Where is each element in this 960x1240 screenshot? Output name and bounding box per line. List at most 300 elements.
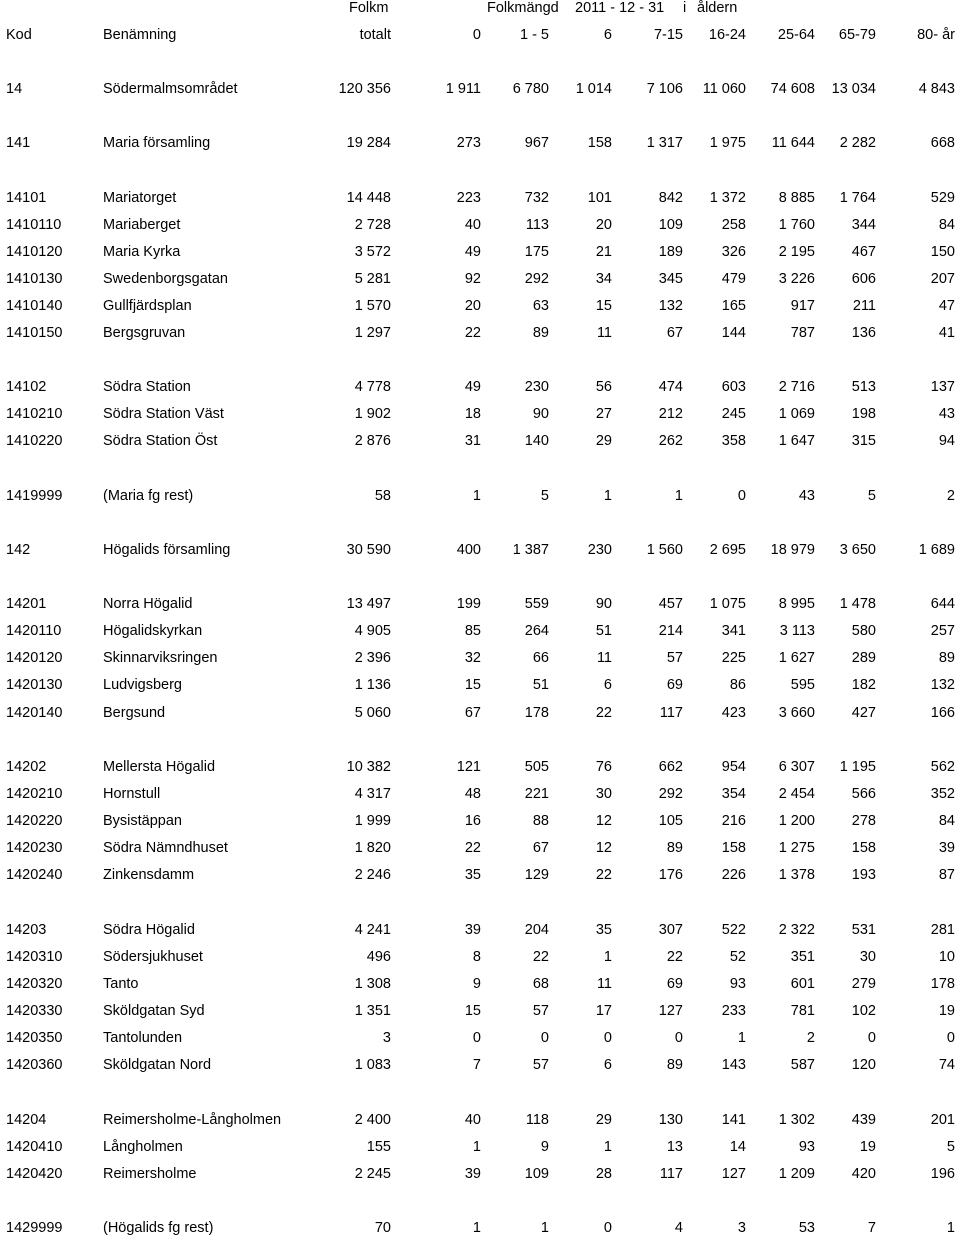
- cell-age-7-15: 132: [658, 298, 683, 314]
- cell-age-65-79: 278: [851, 813, 876, 829]
- cell-age-0: 22: [464, 840, 481, 856]
- cell-kod: 1420330: [6, 1003, 63, 1019]
- cell-age-6: 1 014: [575, 81, 612, 97]
- cell-kod: 1410220: [6, 433, 63, 449]
- header-row-top: [0, 0, 960, 18]
- cell-age-80: 41: [938, 325, 955, 341]
- cell-age-0: 400: [456, 542, 481, 558]
- cell-totalt: 58: [374, 488, 391, 504]
- cell-benamning: Högalids församling: [103, 542, 231, 558]
- cell-age-16-24: 141: [721, 1112, 746, 1128]
- cell-age-7-15: 7 106: [646, 81, 683, 97]
- cell-age-25-64: 11 644: [771, 135, 815, 151]
- cell-age-7-15: 67: [666, 325, 683, 341]
- cell-age-80: 19: [938, 1003, 955, 1019]
- cell-totalt: 1 308: [354, 976, 391, 992]
- cell-age-16-24: 93: [729, 976, 746, 992]
- cell-age-80: 74: [938, 1057, 955, 1073]
- cell-age-25-64: 53: [798, 1220, 815, 1236]
- cell-benamning: Södersjukhuset: [103, 949, 203, 965]
- cell-totalt: 120 356: [338, 81, 391, 97]
- cell-age-1-5: 140: [524, 433, 549, 449]
- header-folkm: Folkm: [349, 0, 389, 16]
- cell-kod: 1420210: [6, 786, 63, 802]
- cell-age-0: 16: [464, 813, 481, 829]
- cell-age-6: 230: [587, 542, 612, 558]
- cell-age-0: 40: [464, 217, 481, 233]
- cell-totalt: 1 999: [354, 813, 391, 829]
- cell-age-65-79: 513: [851, 379, 876, 395]
- cell-age-16-24: 127: [721, 1166, 746, 1182]
- cell-kod: 14204: [6, 1112, 47, 1128]
- cell-age-6: 28: [595, 1166, 612, 1182]
- cell-kod: 14101: [6, 190, 47, 206]
- table-row: [0, 648, 960, 668]
- cell-age-80: 196: [930, 1166, 955, 1182]
- table-row: [0, 79, 960, 99]
- table-row: [0, 1110, 960, 1130]
- cell-totalt: 155: [366, 1139, 391, 1155]
- cell-age-80: 47: [938, 298, 955, 314]
- cell-age-0: 121: [456, 759, 481, 775]
- cell-age-6: 0: [603, 1220, 612, 1236]
- table-row: [0, 865, 960, 885]
- cell-age-1-5: 967: [524, 135, 549, 151]
- cell-age-1-5: 88: [532, 813, 549, 829]
- cell-age-16-24: 1 975: [709, 135, 746, 151]
- cell-age-7-15: 89: [666, 840, 683, 856]
- cell-age-25-64: 1 209: [778, 1166, 815, 1182]
- cell-kod: 14201: [6, 596, 47, 612]
- cell-totalt: 2 246: [354, 867, 391, 883]
- cell-kod: 1420220: [6, 813, 63, 829]
- cell-age-80: 4 843: [918, 81, 955, 97]
- cell-benamning: Hornstull: [103, 786, 161, 802]
- cell-age-25-64: 1 275: [778, 840, 815, 856]
- cell-totalt: 4 905: [354, 623, 391, 639]
- cell-age-25-64: 1 200: [778, 813, 815, 829]
- cell-age-25-64: 1 302: [778, 1112, 815, 1128]
- cell-age-0: 39: [464, 1166, 481, 1182]
- cell-age-7-15: 1: [674, 488, 683, 504]
- cell-age-7-15: 69: [666, 976, 683, 992]
- cell-age-1-5: 204: [524, 922, 549, 938]
- cell-age-6: 90: [595, 596, 612, 612]
- cell-kod: 1420240: [6, 867, 63, 883]
- cell-totalt: 1 297: [354, 325, 391, 341]
- cell-kod: 1420310: [6, 949, 63, 965]
- cell-totalt: 70: [374, 1220, 391, 1236]
- cell-age-80: 89: [938, 650, 955, 666]
- cell-age-80: 281: [930, 922, 955, 938]
- cell-age-25-64: 43: [798, 488, 815, 504]
- col-header-age-65-79: 65-79: [838, 27, 876, 43]
- cell-benamning: Zinkensdamm: [103, 867, 195, 883]
- cell-age-25-64: 1 378: [778, 867, 815, 883]
- cell-age-6: 0: [603, 1030, 612, 1046]
- cell-kod: 1410120: [6, 244, 63, 260]
- table-row: [0, 323, 960, 343]
- cell-age-7-15: 130: [658, 1112, 683, 1128]
- cell-age-65-79: 606: [851, 271, 876, 287]
- cell-age-7-15: 474: [658, 379, 683, 395]
- cell-age-6: 17: [595, 1003, 612, 1019]
- cell-benamning: Maria församling: [103, 135, 211, 151]
- cell-benamning: (Maria fg rest): [103, 488, 194, 504]
- cell-age-7-15: 109: [658, 217, 683, 233]
- cell-age-80: 562: [930, 759, 955, 775]
- cell-totalt: 1 351: [354, 1003, 391, 1019]
- col-header-age-6: 6: [603, 27, 612, 43]
- cell-benamning: Södra Högalid: [103, 922, 195, 938]
- cell-age-7-15: 127: [658, 1003, 683, 1019]
- cell-age-0: 199: [456, 596, 481, 612]
- col-header-totalt: totalt: [359, 27, 391, 43]
- cell-age-6: 6: [603, 1057, 612, 1073]
- cell-age-0: 8: [472, 949, 481, 965]
- cell-age-65-79: 0: [867, 1030, 876, 1046]
- cell-age-25-64: 2 322: [778, 922, 815, 938]
- cell-age-25-64: 587: [790, 1057, 815, 1073]
- cell-age-25-64: 1 069: [778, 406, 815, 422]
- cell-age-16-24: 165: [721, 298, 746, 314]
- cell-age-16-24: 86: [729, 677, 746, 693]
- cell-age-1-5: 109: [524, 1166, 549, 1182]
- cell-age-16-24: 2 695: [709, 542, 746, 558]
- cell-age-7-15: 662: [658, 759, 683, 775]
- cell-age-16-24: 0: [737, 488, 746, 504]
- cell-totalt: 4 778: [354, 379, 391, 395]
- col-header-age-1-5: 1 - 5: [519, 27, 549, 43]
- cell-age-80: 5: [946, 1139, 955, 1155]
- table-row: [0, 404, 960, 424]
- cell-age-0: 31: [464, 433, 481, 449]
- cell-age-7-15: 22: [666, 949, 683, 965]
- cell-age-25-64: 3 660: [778, 705, 815, 721]
- cell-age-80: 668: [930, 135, 955, 151]
- cell-age-25-64: 18 979: [770, 542, 815, 558]
- cell-kod: 14203: [6, 922, 47, 938]
- cell-age-80: 166: [930, 705, 955, 721]
- cell-age-0: 40: [464, 1112, 481, 1128]
- cell-benamning: Sköldgatan Syd: [103, 1003, 205, 1019]
- table-row: [0, 377, 960, 397]
- cell-age-65-79: 580: [851, 623, 876, 639]
- cell-age-7-15: 0: [674, 1030, 683, 1046]
- cell-totalt: 1 902: [354, 406, 391, 422]
- cell-benamning: Swedenborgsgatan: [103, 271, 228, 287]
- cell-age-65-79: 439: [851, 1112, 876, 1128]
- cell-kod: 1410130: [6, 271, 63, 287]
- cell-age-6: 11: [596, 976, 612, 992]
- cell-age-0: 7: [472, 1057, 481, 1073]
- cell-age-0: 39: [464, 922, 481, 938]
- cell-totalt: 3: [382, 1030, 391, 1046]
- cell-age-25-64: 3 226: [778, 271, 815, 287]
- cell-age-25-64: 787: [790, 325, 815, 341]
- cell-age-7-15: 89: [666, 1057, 683, 1073]
- table-row: [0, 947, 960, 967]
- col-header-age-25-64: 25-64: [777, 27, 815, 43]
- cell-age-6: 101: [587, 190, 612, 206]
- cell-age-25-64: 917: [790, 298, 815, 314]
- cell-age-25-64: 8 885: [778, 190, 815, 206]
- header-folkmangd: Folkmängd: [487, 0, 559, 16]
- cell-totalt: 2 396: [354, 650, 391, 666]
- cell-age-6: 29: [595, 433, 612, 449]
- cell-age-16-24: 233: [721, 1003, 746, 1019]
- cell-age-0: 49: [464, 379, 481, 395]
- cell-age-1-5: 0: [540, 1030, 549, 1046]
- cell-age-65-79: 211: [852, 298, 876, 314]
- cell-age-16-24: 326: [721, 244, 746, 260]
- cell-age-0: 22: [464, 325, 481, 341]
- cell-age-7-15: 1 560: [646, 542, 683, 558]
- cell-age-7-15: 117: [659, 705, 683, 721]
- table-row: [0, 215, 960, 235]
- cell-age-6: 1: [603, 488, 612, 504]
- col-header-benamning: Benämning: [103, 27, 177, 43]
- cell-age-80: 94: [938, 433, 955, 449]
- cell-age-1-5: 559: [524, 596, 549, 612]
- cell-age-0: 32: [464, 650, 481, 666]
- cell-totalt: 5 281: [354, 271, 391, 287]
- cell-age-6: 6: [603, 677, 612, 693]
- cell-age-0: 20: [464, 298, 481, 314]
- cell-age-1-5: 66: [532, 650, 549, 666]
- cell-benamning: Södra Nämndhuset: [103, 840, 228, 856]
- cell-age-16-24: 3: [737, 1220, 746, 1236]
- cell-age-25-64: 2 716: [778, 379, 815, 395]
- cell-kod: 1420350: [6, 1030, 63, 1046]
- cell-age-1-5: 6 780: [512, 81, 549, 97]
- cell-age-16-24: 479: [721, 271, 746, 287]
- cell-age-16-24: 1 075: [709, 596, 746, 612]
- col-header-age-16-24: 16-24: [708, 27, 746, 43]
- cell-age-65-79: 289: [851, 650, 876, 666]
- cell-age-65-79: 531: [851, 922, 876, 938]
- cell-kod: 1420420: [6, 1166, 63, 1182]
- cell-age-16-24: 423: [721, 705, 746, 721]
- cell-age-16-24: 144: [721, 325, 746, 341]
- table-row: [0, 269, 960, 289]
- cell-benamning: Maria Kyrka: [103, 244, 181, 260]
- cell-totalt: 1 820: [354, 840, 391, 856]
- cell-age-1-5: 9: [540, 1139, 549, 1155]
- cell-age-6: 34: [595, 271, 612, 287]
- cell-totalt: 19 284: [346, 135, 391, 151]
- cell-age-65-79: 5: [867, 488, 876, 504]
- cell-age-6: 1: [603, 1139, 612, 1155]
- cell-age-6: 11: [596, 650, 612, 666]
- cell-age-0: 9: [472, 976, 481, 992]
- cell-benamning: Mariaberget: [103, 217, 181, 233]
- cell-age-1-5: 113: [525, 217, 549, 233]
- cell-age-1-5: 230: [524, 379, 549, 395]
- cell-age-25-64: 1 627: [778, 650, 815, 666]
- cell-age-6: 11: [596, 325, 612, 341]
- cell-age-16-24: 245: [721, 406, 746, 422]
- table-row: [0, 675, 960, 695]
- cell-age-7-15: 189: [658, 244, 683, 260]
- cell-age-7-15: 457: [658, 596, 683, 612]
- cell-age-6: 51: [595, 623, 612, 639]
- cell-age-65-79: 315: [851, 433, 876, 449]
- cell-age-25-64: 2 195: [778, 244, 815, 260]
- cell-age-0: 273: [456, 135, 481, 151]
- cell-age-1-5: 67: [532, 840, 549, 856]
- cell-kod: 1410150: [6, 325, 63, 341]
- cell-age-6: 56: [595, 379, 612, 395]
- cell-age-6: 76: [595, 759, 612, 775]
- cell-age-1-5: 292: [524, 271, 549, 287]
- table-row: [0, 621, 960, 641]
- cell-kod: 14102: [6, 379, 47, 395]
- cell-age-65-79: 19: [859, 1139, 876, 1155]
- table-row: [0, 757, 960, 777]
- cell-age-25-64: 3 113: [779, 623, 815, 639]
- cell-age-7-15: 4: [674, 1220, 683, 1236]
- cell-age-65-79: 30: [859, 949, 876, 965]
- cell-kod: 1420230: [6, 840, 63, 856]
- cell-age-80: 132: [930, 677, 955, 693]
- table-row: [0, 188, 960, 208]
- col-header-kod: Kod: [6, 27, 32, 43]
- header-date: 2011 - 12 - 31: [575, 0, 665, 16]
- cell-kod: 1420110: [6, 623, 62, 639]
- table-row: [0, 1001, 960, 1021]
- cell-age-80: 43: [938, 406, 955, 422]
- cell-age-65-79: 1 478: [839, 596, 876, 612]
- cell-age-6: 1: [603, 949, 612, 965]
- cell-age-0: 67: [464, 705, 481, 721]
- cell-age-7-15: 262: [658, 433, 683, 449]
- cell-age-25-64: 781: [790, 1003, 815, 1019]
- cell-age-7-15: 212: [658, 406, 683, 422]
- table-row: [0, 811, 960, 831]
- cell-totalt: 1 083: [354, 1057, 391, 1073]
- cell-age-25-64: 1 760: [778, 217, 815, 233]
- table-row: [0, 540, 960, 560]
- cell-age-7-15: 214: [658, 623, 683, 639]
- cell-age-25-64: 93: [798, 1139, 815, 1155]
- cell-age-25-64: 74 608: [770, 81, 815, 97]
- cell-totalt: 30 590: [346, 542, 391, 558]
- cell-age-16-24: 158: [721, 840, 746, 856]
- cell-benamning: Bergsund: [103, 705, 166, 721]
- cell-age-16-24: 258: [721, 217, 746, 233]
- cell-age-6: 12: [595, 813, 612, 829]
- cell-age-80: 137: [930, 379, 955, 395]
- cell-kod: 1420320: [6, 976, 63, 992]
- table-row: [0, 594, 960, 614]
- table-row: [0, 1137, 960, 1157]
- cell-age-25-64: 351: [790, 949, 815, 965]
- cell-age-1-5: 5: [540, 488, 549, 504]
- cell-age-16-24: 954: [721, 759, 746, 775]
- cell-benamning: Skinnarviksringen: [103, 650, 218, 666]
- cell-kod: 1429999: [6, 1220, 63, 1236]
- table-row: [0, 703, 960, 723]
- cell-age-65-79: 467: [851, 244, 876, 260]
- cell-age-65-79: 182: [851, 677, 876, 693]
- cell-kod: 142: [6, 542, 31, 558]
- cell-age-1-5: 175: [524, 244, 549, 260]
- cell-age-65-79: 102: [851, 1003, 876, 1019]
- cell-age-7-15: 1 317: [646, 135, 683, 151]
- cell-benamning: Högalidskyrkan: [103, 623, 203, 639]
- cell-age-0: 48: [464, 786, 481, 802]
- cell-age-25-64: 601: [790, 976, 815, 992]
- table-row: [0, 1218, 960, 1238]
- cell-age-0: 1 911: [445, 81, 481, 97]
- cell-age-1-5: 68: [532, 976, 549, 992]
- cell-benamning: Mellersta Högalid: [103, 759, 216, 775]
- cell-benamning: Tanto: [103, 976, 139, 992]
- cell-age-16-24: 1: [737, 1030, 746, 1046]
- cell-kod: 141: [6, 135, 31, 151]
- cell-age-6: 30: [595, 786, 612, 802]
- cell-age-1-5: 1 387: [512, 542, 549, 558]
- cell-age-1-5: 63: [532, 298, 549, 314]
- cell-totalt: 3 572: [354, 244, 391, 260]
- cell-age-65-79: 1 764: [839, 190, 876, 206]
- cell-age-6: 12: [595, 840, 612, 856]
- cell-age-25-64: 2 454: [778, 786, 815, 802]
- header-aldern: åldern: [697, 0, 738, 16]
- cell-kod: 1420140: [6, 705, 63, 721]
- cell-age-65-79: 1 195: [839, 759, 876, 775]
- cell-age-80: 1 689: [918, 542, 955, 558]
- cell-totalt: 13 497: [346, 596, 391, 612]
- cell-age-16-24: 522: [721, 922, 746, 938]
- cell-age-7-15: 842: [658, 190, 683, 206]
- table-row: [0, 431, 960, 451]
- cell-age-65-79: 344: [851, 217, 876, 233]
- cell-age-7-15: 292: [658, 786, 683, 802]
- cell-totalt: 4 241: [354, 922, 391, 938]
- cell-age-65-79: 7: [867, 1220, 876, 1236]
- table-row: [0, 296, 960, 316]
- cell-totalt: 496: [366, 949, 391, 965]
- cell-age-6: 35: [595, 922, 612, 938]
- cell-totalt: 14 448: [346, 190, 391, 206]
- table-row: [0, 784, 960, 804]
- cell-age-65-79: 2 282: [839, 135, 876, 151]
- cell-age-80: 207: [930, 271, 955, 287]
- cell-kod: 14: [6, 81, 23, 97]
- cell-age-16-24: 1 372: [709, 190, 746, 206]
- cell-age-0: 35: [464, 867, 481, 883]
- cell-benamning: (Högalids fg rest): [103, 1220, 214, 1236]
- cell-kod: 14202: [6, 759, 47, 775]
- table-row: [0, 133, 960, 153]
- cell-age-0: 49: [464, 244, 481, 260]
- cell-kod: 1410110: [6, 217, 62, 233]
- cell-age-1-5: 732: [524, 190, 549, 206]
- cell-age-1-5: 57: [532, 1003, 549, 1019]
- table-row: [0, 974, 960, 994]
- cell-age-1-5: 1: [540, 1220, 549, 1236]
- cell-age-16-24: 52: [729, 949, 746, 965]
- cell-kod: 1420410: [6, 1139, 63, 1155]
- cell-age-65-79: 136: [851, 325, 876, 341]
- cell-age-6: 158: [587, 135, 612, 151]
- cell-age-65-79: 3 650: [839, 542, 876, 558]
- cell-age-80: 39: [938, 840, 955, 856]
- cell-age-80: 84: [938, 217, 955, 233]
- cell-totalt: 2 728: [354, 217, 391, 233]
